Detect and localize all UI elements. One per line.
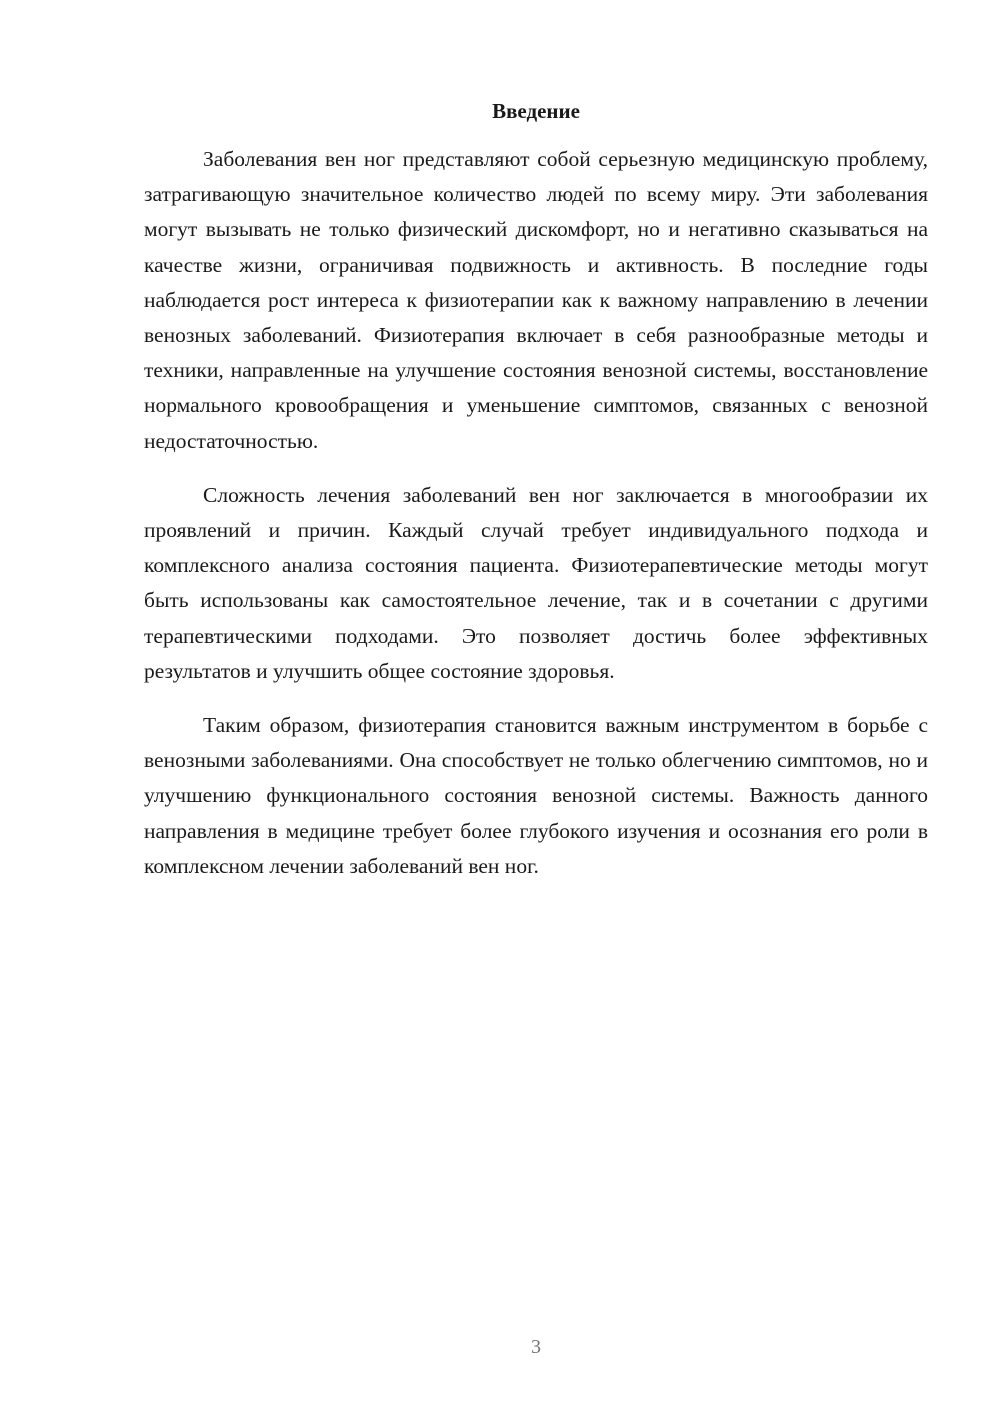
page-number: 3 (531, 1336, 541, 1358)
section-heading: Введение (492, 99, 580, 123)
body-text (144, 142, 928, 903)
paragraph-3: Таким образом, физиотерапия становится важным инструментом в борьбе с венозными заболеваниями. Она способствует не только облегчению симптомов, но и улучшению функционального состояния венозной системы. Важность данного направления в медицине требует более глубокого изучения и осознания его роли в комплексном лечении заболеваний вен ног. (144, 713, 928, 878)
paragraph-2: Сложность лечения заболеваний вен ног заключается в многообразии их проявлений и причин. Каждый случай требует индивидуального подхода и комплексного анализа состояния пациента. Физиотерапевтические методы могут быть использованы как самостоятельное лечение, так и в сочетании с другими терапевтическими подходами. Это позволяет достичь более эффективных результатов и улучшить общее состояние здоровья. (144, 482, 928, 683)
paragraph-1: Заболевания вен ног представляют собой серьезную медицинскую проблему, затрагивающую значительное количество людей по всему миру. Эти заболевания могут вызывать не только физический дискомфорт, но и негативно сказываться на качестве жизни, ограничивая подвижность и активность. В последние годы наблюдается рост интереса к физиотерапии как к важному направлению в лечении венозных заболеваний. Физиотерапия включает в себя разнообразные методы и техники, направленные на улучшение состояния венозной системы, восстановление нормального кровообращения и уменьшение симптомов, связанных с венозной недостаточностью. (144, 147, 928, 453)
